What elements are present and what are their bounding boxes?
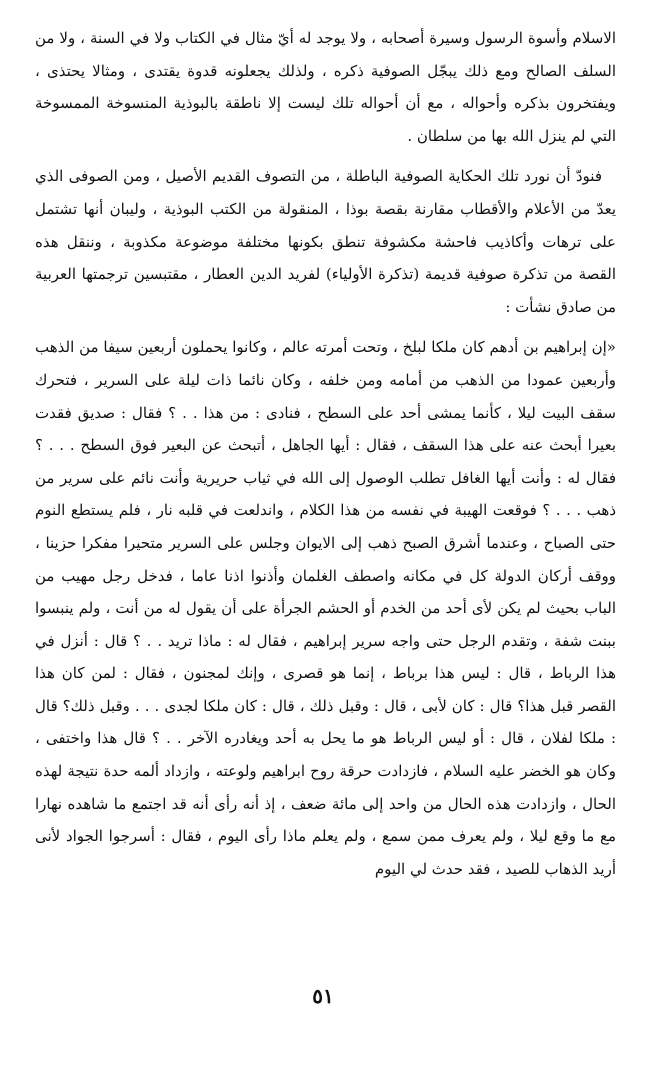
paragraph-2: فنودّ أن نورد تلك الحكاية الصوفية الباطلة ، من التصوف القديم الأصيل ، ومن الصوفى الذي يعدّ من الأعلام والأقطاب مقارنة بقصة بوذا ، المنقولة من الكتب البوذية ، وليبان أنها تشتمل على ترهات وأكاذيب فاحشة مكشوفة تنطق بكونها مختلفة موضوعة مكذوبة ، وننقل هذه القصة من تذكرة صوفية قديمة (تذكرة الأولياء) لفريد الدين العطار ، مقتبسين ترجمتها العربية من صادق نشأت : (35, 167, 616, 316)
page-number: ٥١ (312, 984, 334, 1008)
paragraph-3-quote: «إن إبراهيم بن أدهم كان ملكا لبلخ ، وتحت أمرته عالم ، وكانوا يحملون أربعين سيفا من الذهب وأربعين عمودا من الذهب من أمامه ومن خلفه ، وكان نائما ذات ليلة على السرير ، فتحرك سقف البيت ليلا ، كأنما يمشى أحد على السطح ، فنادى : من هذا . . ؟ فقال : صديق فقدت بعيرا أبحث عنه على هذا السقف ، فقال : أيها الجاهل ، أتبحث عن البعير فوق السطح . . . ؟ فقال له : وأنت أيها الغافل تطلب الوصول إلى الله في ثياب حريرية وأنت نائم على سرير من ذهب . . . ؟ فوقعت الهيبة في نفسه من هذا الكلام ، واندلعت في قلبه نار ، فلم يستطع النوم حتى الصباح ، وعندما أشرق الصبح ذهب إلى الايوان وجلس على السرير متحيرا مفكرا حزينا ، ووقف أركان الدولة كل في مكانه واصطف الغلمان وأذنوا اذنا عاما ، فدخل رجل مهيب من الباب بحيث لم يكن لأى أحد من الخدم أو الحشم الجرأة على أن يقول له من أنت ، ولم ينبسوا ببنت شفة ، وتقدم الرجل حتى واجه سرير إبراهيم ، فقال له : ماذا تريد . . ؟ قال : أنزل في هذا الرباط ، قال : ليس هذا برباط ، إنما هو قصرى ، وإنك لمجنون ، فقال : لمن كان هذا القصر قبل هذا؟ قال : كان لأبى ، قال : وقبل ذلك ، قال : كان ملكا لجدى . . . وقبل ذلك؟ قال : ملكا لفلان ، قال : أو ليس الرباط هو ما يحل به أحد ويغادره الآخر . . ؟ قال هذا واختفى ، وكان هو الخضر عليه السلام ، فازدادت حرقة روح ابراهيم ولوعته ، وازداد ألمه حدة نتيجة لهذه الحال ، وازدادت هذه الحال من واحد إلى مائة ضعف ، إذ أنه رأى أنه قد اجتمع ما شاهده نهارا مع ما وقع ليلا ، ولم يعرف ممن سمع ، ولم يعلم ماذا رأى اليوم ، فقال : أسرجوا الجواد لأنى أريد الذهاب للصيد ، فقد حدث لي اليوم (35, 338, 616, 878)
paragraph-1: الاسلام وأسوة الرسول وسيرة أصحابه ، ولا يوجد له أيّ مثال في الكتاب ولا في السنة ، ولا من السلف الصالح ومع ذلك يبجّل الصوفية ذكره ، ولذلك يجعلونه قدوة يقتدى ، ومثالا يحتذى ، ويفتخرون بذكره وأحواله ، مع أن أحواله تلك ليست إلا ناطقة بالبوذية المنسوخة الممسوخة التي لم ينزل الله بها من سلطان . (35, 29, 616, 145)
